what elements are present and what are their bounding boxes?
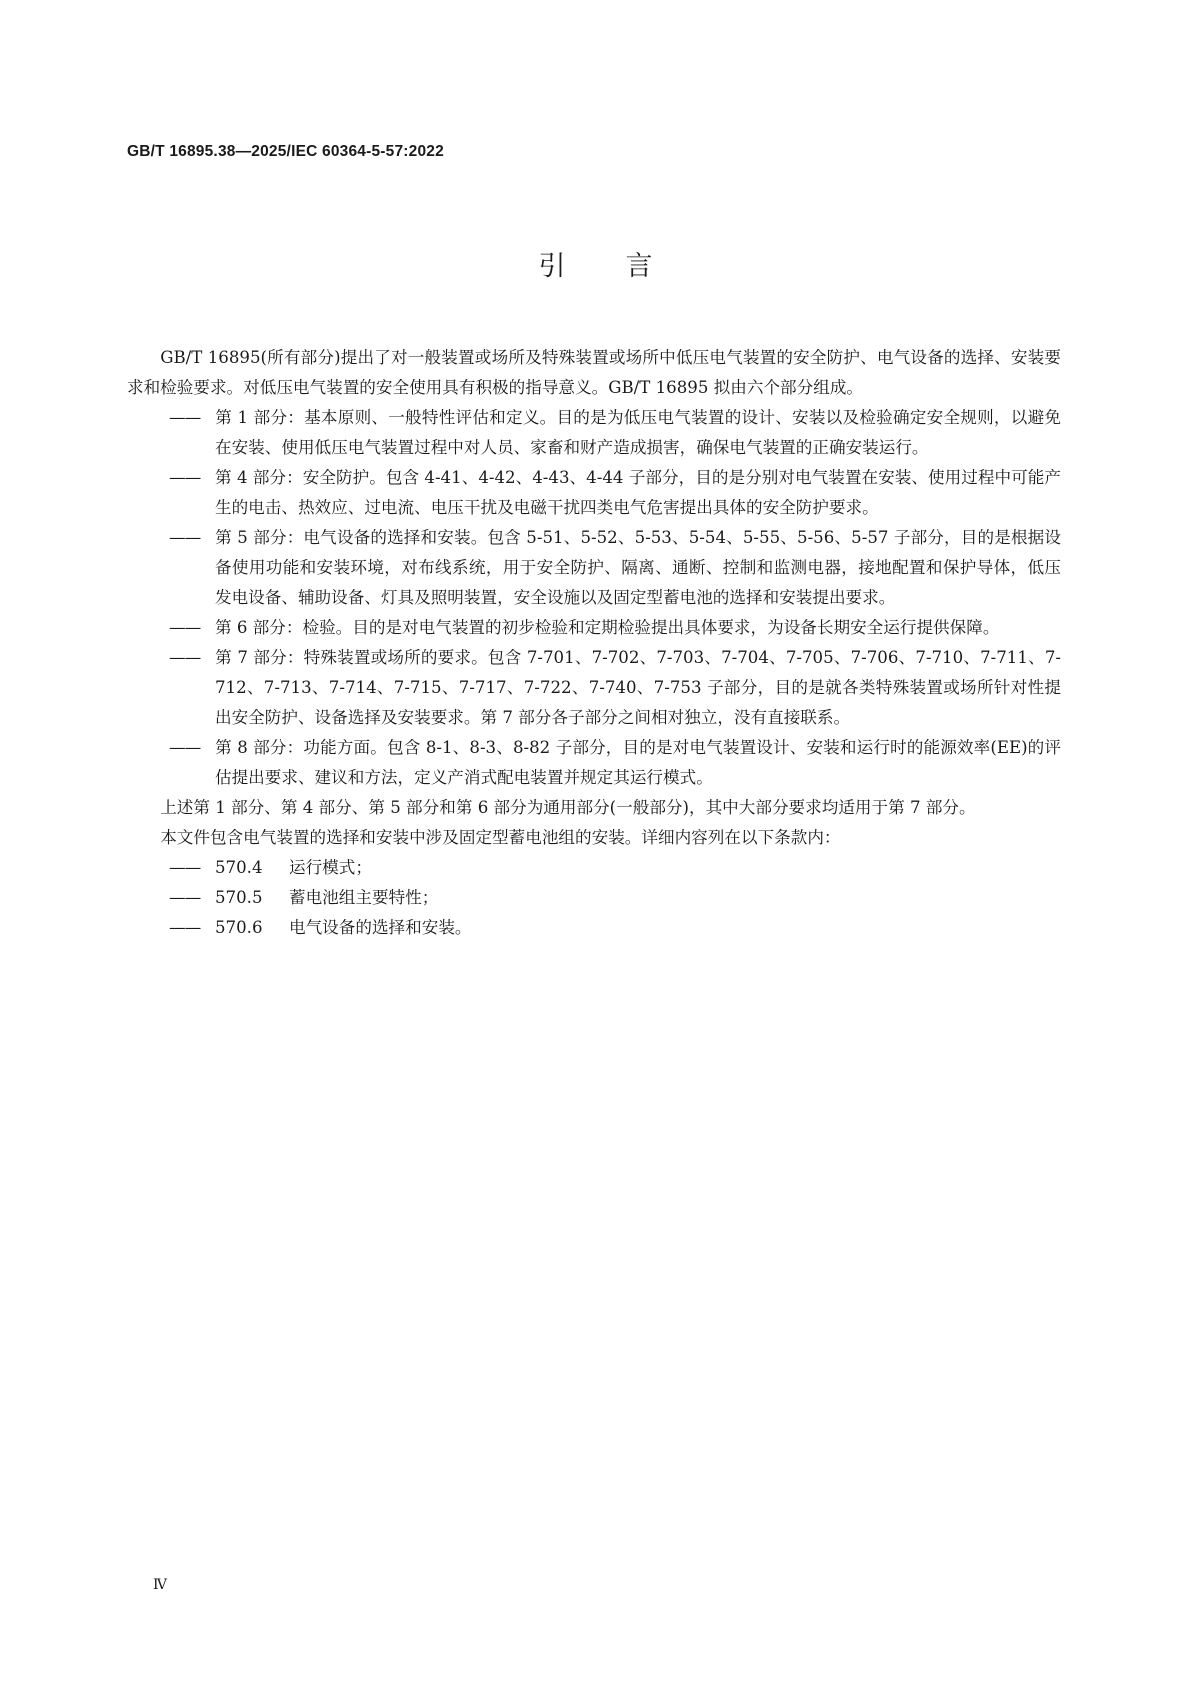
part-text: 第 8 部分：功能方面。包含 8-1、8-3、8-82 子部分，目的是对电气装置设计、安装和运行时的能源效率(EE)的评估提出要求、建议和方法，定义产消式配电装置并规定其运行模式。 [215,738,1061,787]
part-item-1 [127,403,1061,463]
list-dash: —— [169,408,201,427]
clause-text: 电气设备的选择和安装。 [289,918,472,937]
list-dash: —— [169,528,201,547]
clause-item-570-5 [127,883,1061,913]
list-dash: —— [169,738,201,757]
standard-code-header: GB/T 16895.38—2025/IEC 60364-5-57:2022 [127,143,444,160]
part-text: 第 1 部分：基本原则、一般特性评估和定义。目的是为低压电气装置的设计、安装以及检验确定安全规则，以避免在安装、使用低压电气装置过程中对人员、家畜和财产造成损害，确保电气装置的正确安装运行。 [215,408,1061,457]
page-number: Ⅳ [153,1577,167,1593]
part-text: 第 6 部分：检验。目的是对电气装置的初步检验和定期检验提出具体要求，为设备长期安全运行提供保障。 [215,618,1000,637]
clause-text: 运行模式； [289,858,372,877]
list-dash: —— [169,468,201,487]
part-text: 第 5 部分：电气设备的选择和安装。包含 5-51、5-52、5-53、5-54、5-55、5-56、5-57 子部分，目的是根据设备使用功能和安装环境，对布线系统，用于安全防护、隔离、通断、控制和监测电器，接地配置和保护导体，低压发电设备、辅助设备、灯具及照明装置，安全设施以及固定型蓄电池的选择和安装提出要求。 [215,528,1061,607]
clause-text: 蓄电池组主要特性； [289,888,439,907]
clause-item-570-6 [127,913,1061,943]
part-text: 第 4 部分：安全防护。包含 4-41、4-42、4-43、4-44 子部分，目的是分别对电气装置在安装、使用过程中可能产生的电击、热效应、过电流、电压干扰及电磁干扰四类电气危害提出具体的安全防护要求。 [215,468,1061,517]
part-item-8 [127,733,1061,793]
part-item-5 [127,523,1061,613]
list-dash: —— [169,918,201,937]
intro-paragraph: GB/T 16895(所有部分)提出了对一般装置或场所及特殊装置或场所中低压电气装置的安全防护、电气设备的选择、安装要求和检验要求。对低压电气装置的安全使用具有积极的指导意义。GB/T 16895 拟由六个部分组成。 [127,348,1061,397]
scope-paragraph: 本文件包含电气装置的选择和安装中涉及固定型蓄电池组的安装。详细内容列在以下条款内： [160,828,841,847]
list-dash: —— [169,858,201,877]
page-title: 引言 [538,251,713,282]
document-body [127,343,1061,943]
part-item-7 [127,643,1061,733]
list-dash: —— [169,618,201,637]
clause-number: 570.6 [215,918,263,937]
clause-number: 570.4 [215,858,263,877]
part-item-4 [127,463,1061,523]
clause-number: 570.5 [215,888,263,907]
list-dash: —— [169,648,201,667]
clause-item-570-4 [127,853,1061,883]
part-item-6 [127,613,1061,643]
list-dash: —— [169,888,201,907]
general-parts-paragraph: 上述第 1 部分、第 4 部分、第 5 部分和第 6 部分为通用部分(一般部分)，其中大部分要求均适用于第 7 部分。 [160,798,976,817]
part-text: 第 7 部分：特殊装置或场所的要求。包含 7-701、7-702、7-703、7-704、7-705、7-706、7-710、7-711、7-712、7-713、7-714、7-715、7-717、7-722、7-740、7-753 子部分，目的是就各类特殊装置或场所针对性提出安全防护、设备选择及安装要求。第 7 部分各子部分之间相对独立，没有直接联系。 [215,648,1061,727]
